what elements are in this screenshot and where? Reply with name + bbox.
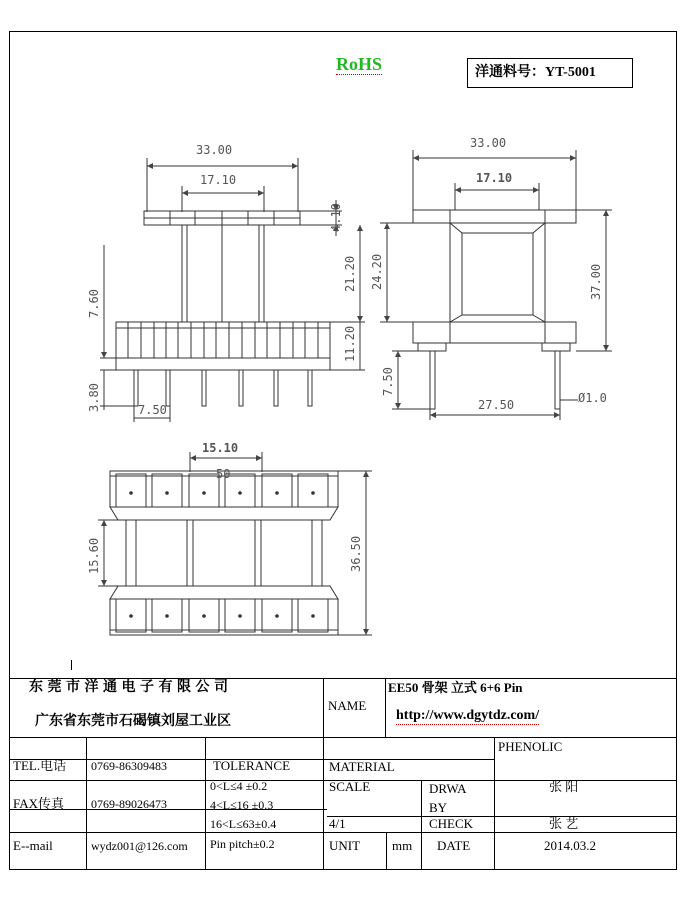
unit-label: UNIT: [329, 838, 361, 853]
company-name: 东 莞 市 洋 通 电 子 有 限 公 司: [29, 680, 229, 695]
side-view: [380, 150, 612, 420]
email-label: E--mail: [13, 838, 53, 853]
front-view: [100, 158, 365, 422]
tel-value: 0769-86309483: [91, 759, 167, 773]
dim-side-pin-span: 27.50: [478, 398, 515, 412]
website-link[interactable]: http://www.dgytdz.com/: [396, 708, 540, 723]
dim-top-pitch: 15.10: [202, 441, 239, 455]
dim-front-pitch: 7.50: [138, 403, 167, 417]
material-value: PHENOLIC: [498, 739, 563, 754]
rohs-mark: RoHS: [336, 54, 383, 74]
fax-label: FAX传真: [13, 796, 65, 811]
tolerance-3: 16<L≤63±0.4: [210, 817, 277, 831]
name-value: EE50 骨架 立式 6+6 Pin: [388, 680, 523, 695]
top-view: [98, 452, 372, 635]
dim-top-height: 36.50: [349, 535, 363, 572]
drawn-by-value: 张 阳: [549, 779, 579, 794]
unit-value: mm: [392, 838, 413, 853]
dim-side-pin-len: 7.50: [381, 367, 395, 396]
date-label: DATE: [437, 838, 471, 853]
part-number-box: 洋通料号：YT-5001: [467, 58, 633, 88]
dim-front-flange: 4.10: [329, 203, 343, 232]
scale-label: SCALE: [329, 779, 371, 794]
dim-side-total: 37.00: [589, 263, 603, 300]
title-block: [9, 678, 677, 870]
dim-top-slot: 50: [216, 467, 231, 481]
dim-top-window: 15.60: [87, 537, 101, 574]
fax-value: 0769-89026473: [91, 797, 167, 811]
dim-side-inner-height: 24.20: [370, 253, 384, 290]
tolerance-1: 0<L≤4 ±0.2: [210, 779, 268, 793]
check-value: 张 艺: [549, 816, 579, 831]
dim-side-inner: 17.10: [476, 171, 513, 185]
date-value: 2014.03.2: [544, 838, 596, 853]
dim-front-base: 7.60: [87, 289, 101, 318]
material-label: MATERIAL: [329, 759, 395, 774]
tolerance-4: Pin pitch±0.2: [210, 837, 275, 851]
check-label: CHECK: [429, 816, 474, 831]
tolerance-label: TOLERANCE: [213, 758, 291, 773]
drawn-by-label: DRWA BY: [429, 781, 466, 815]
cursor-mark: [71, 660, 72, 670]
company-address: 广东省东莞市石碣镇刘屋工业区: [35, 714, 231, 729]
dim-front-inner: 17.10: [200, 173, 237, 187]
tel-label: TEL.电话: [13, 758, 67, 773]
dim-side-pin-dia: Ø1.0: [578, 391, 607, 405]
dim-front-pin-len: 3.80: [87, 383, 101, 412]
dim-front-width: 33.00: [196, 143, 233, 157]
email-value[interactable]: wydz001@126.com: [91, 839, 188, 853]
dim-side-width: 33.00: [470, 136, 507, 150]
name-label: NAME: [328, 698, 367, 713]
scale-value: 4/1: [329, 816, 346, 831]
dim-front-pin-height: 11.20: [343, 325, 357, 362]
tolerance-2: 4<L≤16 ±0.3: [210, 798, 274, 812]
dim-front-height: 21.20: [343, 255, 357, 292]
